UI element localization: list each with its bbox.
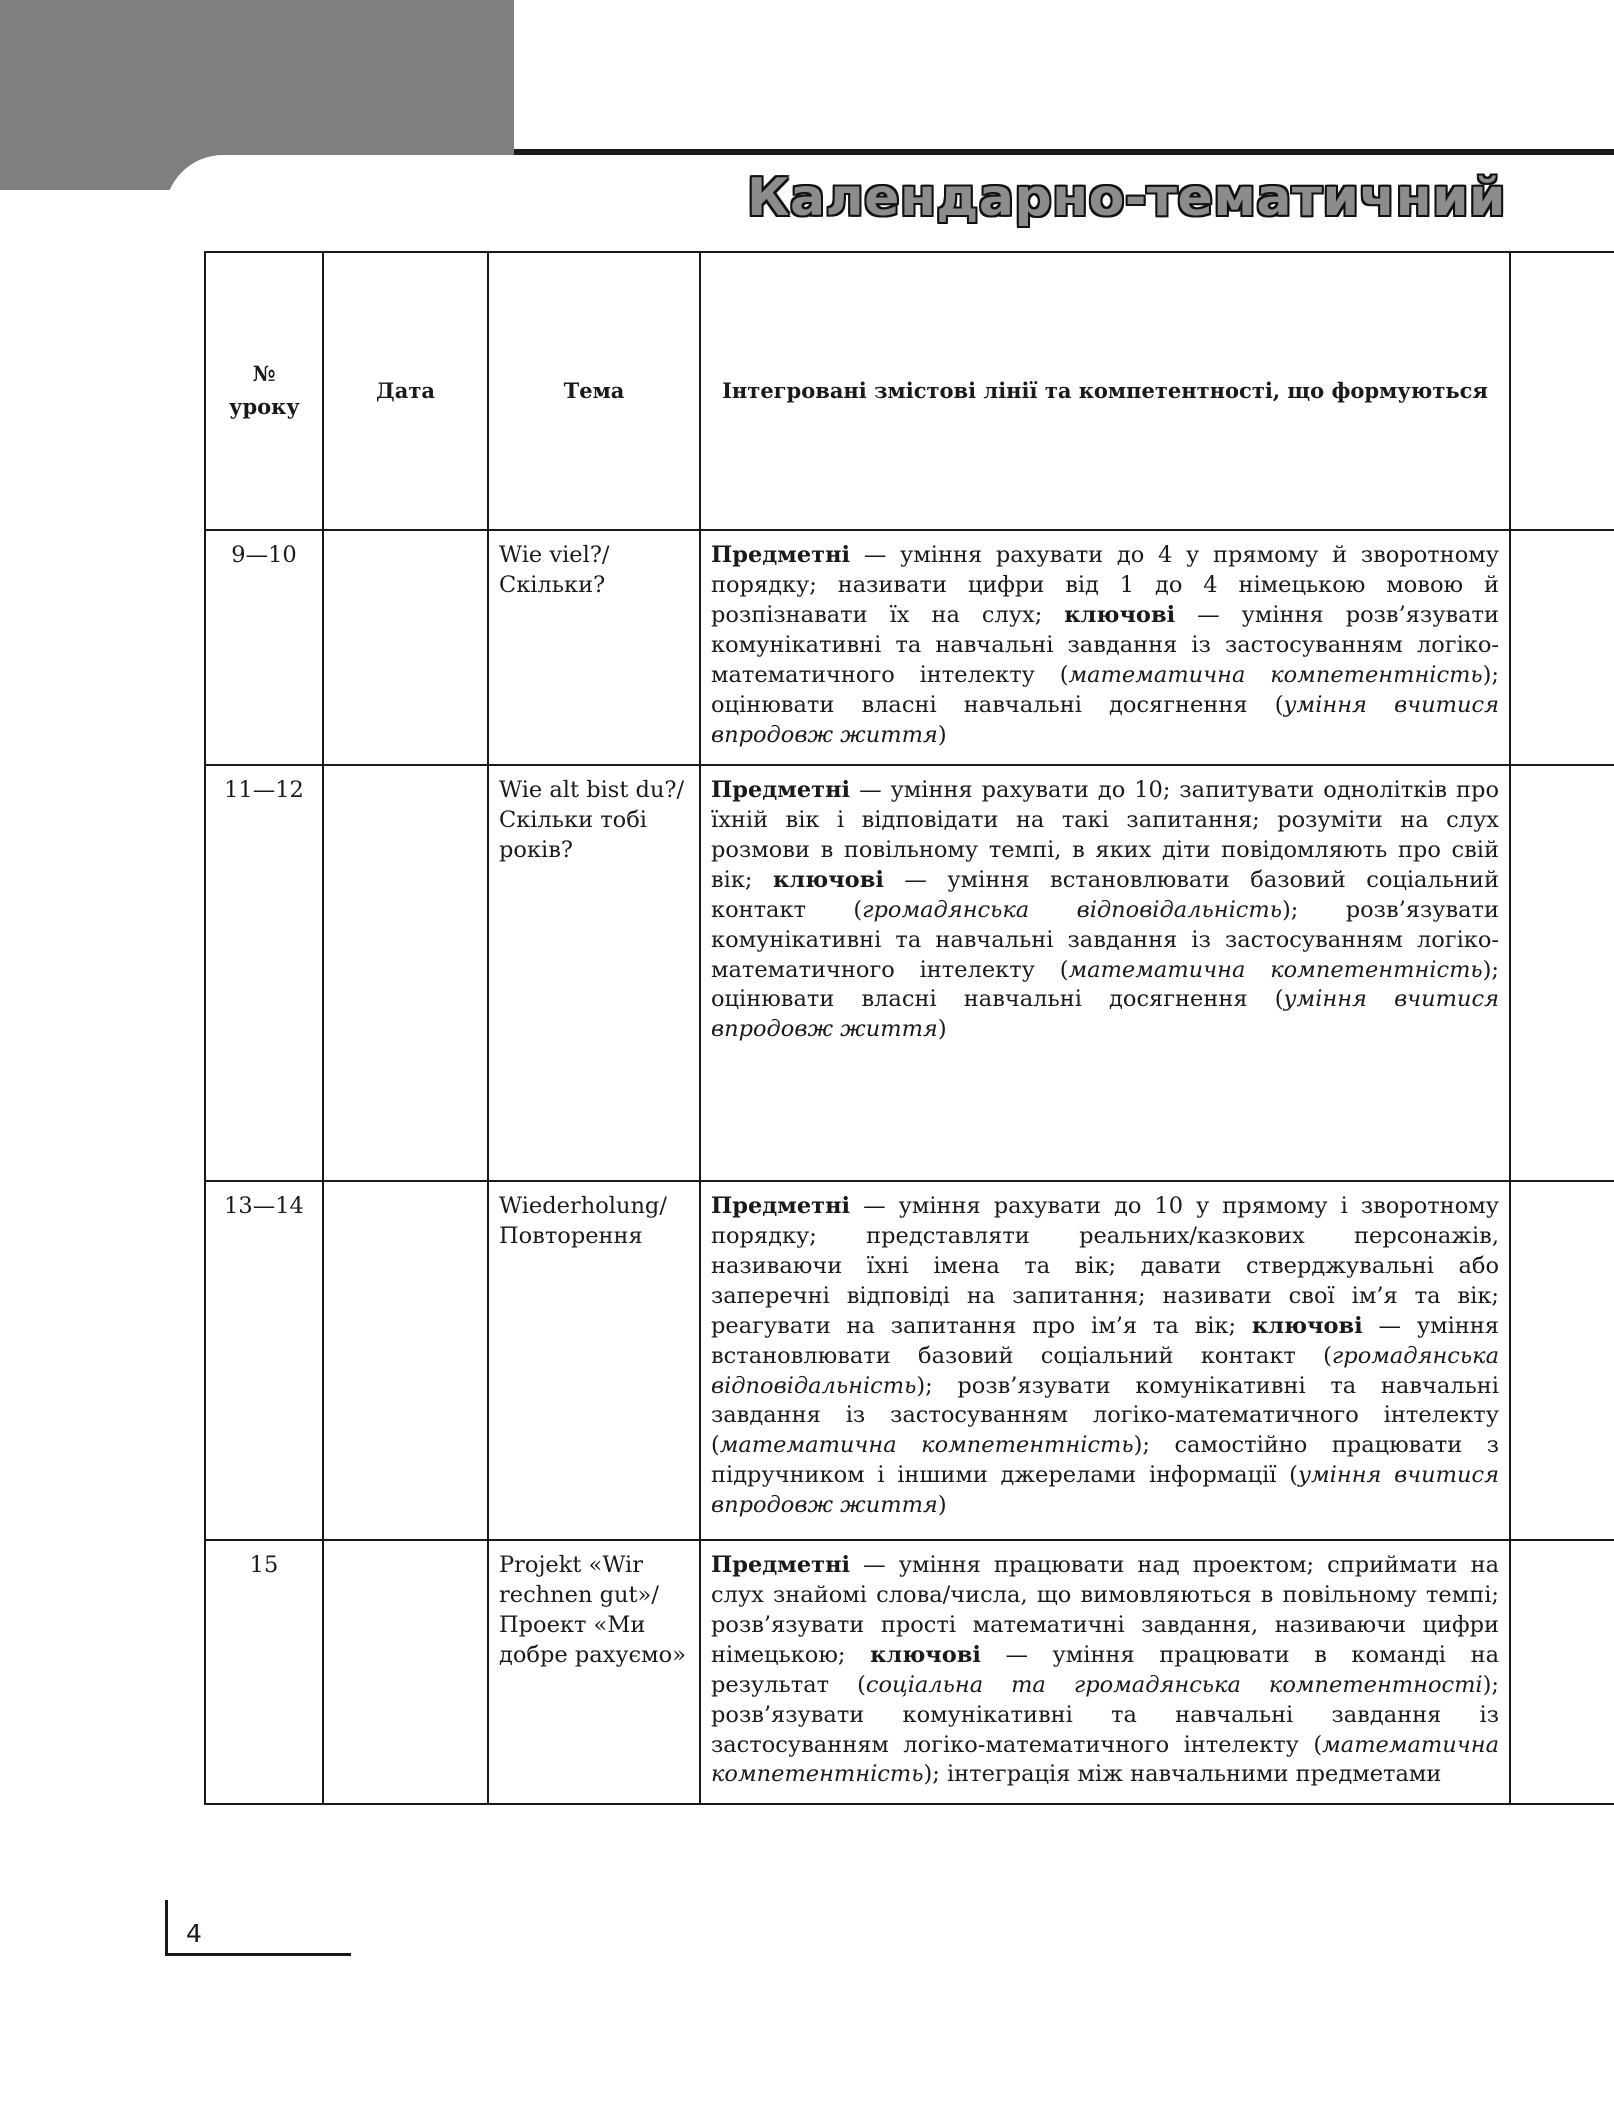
header-rule: [514, 149, 1614, 155]
competence-category: ключові: [870, 1641, 981, 1668]
competence-category: Предметні: [711, 777, 851, 803]
table-row: [205, 530, 1614, 765]
header-continued: [1510, 252, 1614, 530]
competence-category: Предметні: [711, 542, 851, 568]
lesson-topic: Wie viel?/ Скільки?: [488, 530, 700, 765]
competence-text: ); розв’язувати комунікативні та навчальні завдання із застосуванням логіко-математичного інтелекту (: [711, 896, 1499, 983]
lesson-competences: [700, 530, 1510, 765]
page-number: 4: [186, 1919, 202, 1948]
lesson-topic: Projekt «Wir rechnen gut»/ Проект «Ми добре рахуємо»: [488, 1540, 700, 1804]
lesson-competences: [700, 1181, 1510, 1540]
competence-text: ); розв’язувати комунікативні та навчальні завдання із застосуванням логіко-математичного інтелекту (: [711, 1671, 1499, 1758]
competence-text: ); розв’язувати комунікативні та навчальні завдання із застосуванням логіко-математичного інтелекту (: [711, 1372, 1499, 1459]
continued-cell: [1510, 765, 1614, 1181]
table-row: [205, 765, 1614, 1181]
competence-category: ключові: [1064, 601, 1176, 628]
competence-text: ): [937, 721, 947, 748]
competence-text: — уміння працювати в команді на результат (: [711, 1641, 1499, 1698]
continued-cell: [1510, 1540, 1614, 1804]
competence-text: — уміння розв’язувати комунікативні та навчальні завдання із застосуванням логіко-математичного інтелекту (: [711, 601, 1499, 688]
competence-text: — уміння рахувати до 10 у прямому і зворотному порядку; представляти реальних/казкових персонажів, називаючи їхні імена та вік; давати стверджувальні або заперечні відповіді на запитання; називати свої ім’я та вік; реагувати на запитання про ім’я та вік;: [711, 1193, 1499, 1339]
competence-text: — уміння встановлювати базовий соціальний контакт (: [711, 1312, 1499, 1369]
lesson-topic: Wie alt bist du?/Скільки тобі років?: [488, 765, 700, 1181]
competence-category: Предметні: [711, 1193, 851, 1219]
page-number-bracket-horizontal: [165, 1953, 351, 1956]
lesson-date: [323, 530, 488, 765]
competence-name: громадянська відповідальність: [711, 1342, 1499, 1399]
competence-name: соціальна та громадянська компетентності: [865, 1671, 1483, 1698]
competence-name: математична компетентність: [719, 1432, 1134, 1459]
table-row: [205, 1181, 1614, 1540]
header-date: Дата: [323, 252, 488, 530]
continued-cell: [1510, 530, 1614, 765]
table-header-row: [205, 252, 1614, 530]
lesson-number: 11—12: [205, 765, 323, 1181]
competence-category: Предметні: [711, 1552, 851, 1578]
lesson-number: 15: [205, 1540, 323, 1804]
competence-name: математична компетентність: [711, 1731, 1499, 1788]
competence-text: ); оцінювати власні навчальні досягнення (: [711, 661, 1500, 718]
lesson-competences: [700, 1540, 1510, 1804]
competence-text: ): [937, 1016, 947, 1043]
competence-name: уміння вчитися впродовж життя: [711, 986, 1499, 1043]
competence-name: математична компетентність: [1068, 956, 1483, 983]
competence-text: — уміння рахувати до 10; запитувати однолітків про їхній вік і відповідати на такі запитання; розуміти на слух розмови в повільному темпі, в яких діти повідомляють про свій вік;: [711, 777, 1499, 893]
page-number-bracket-vertical: [165, 1900, 168, 1956]
lesson-topic: Wiederholung/ Повторення: [488, 1181, 700, 1540]
lesson-date: [323, 1181, 488, 1540]
lesson-plan-table: [204, 251, 1614, 1805]
competence-text: ); інтеграція між навчальними предметами: [923, 1761, 1442, 1788]
competence-name: громадянська відповідальність: [862, 896, 1282, 923]
competence-text: — уміння рахувати до 4 у прямому й зворотному порядку; називати цифри від 1 до 4 німецькою мовою й розпізнавати їх на слух;: [711, 542, 1499, 628]
competence-text: — уміння встановлювати базовий соціальний контакт (: [711, 866, 1499, 923]
lesson-number: 9—10: [205, 530, 323, 765]
competence-category: ключові: [773, 866, 884, 893]
header-competences: Інтегровані змістові лінії та компетентності, що формуються: [700, 252, 1510, 530]
competence-name: уміння вчитися впродовж життя: [711, 691, 1499, 748]
lesson-date: [323, 765, 488, 1181]
lesson-date: [323, 1540, 488, 1804]
competence-text: — уміння працювати над проектом; сприймати на слух знайомі слова/числа, що вимовляються в повільному темпі; розв’язувати прості математичні завдання, називаючи цифри німецькою;: [711, 1552, 1499, 1668]
competence-text: ): [937, 1492, 947, 1519]
competence-name: математична компетентність: [1068, 661, 1483, 688]
competence-text: ); самостійно працювати з підручником і іншими джерелами інформації (: [711, 1432, 1499, 1489]
table-row: [205, 1540, 1614, 1804]
competence-text: ); оцінювати власні навчальні досягнення (: [711, 956, 1500, 1013]
lesson-competences: [700, 765, 1510, 1181]
header-lesson-number: № уроку: [205, 252, 323, 530]
page-title: Календарно-тематичний: [747, 168, 1506, 228]
competence-category: ключові: [1251, 1312, 1363, 1339]
lesson-number: 13—14: [205, 1181, 323, 1540]
continued-cell: [1510, 1181, 1614, 1540]
header-topic: Тема: [488, 252, 700, 530]
competence-name: уміння вчитися впродовж життя: [711, 1462, 1499, 1519]
